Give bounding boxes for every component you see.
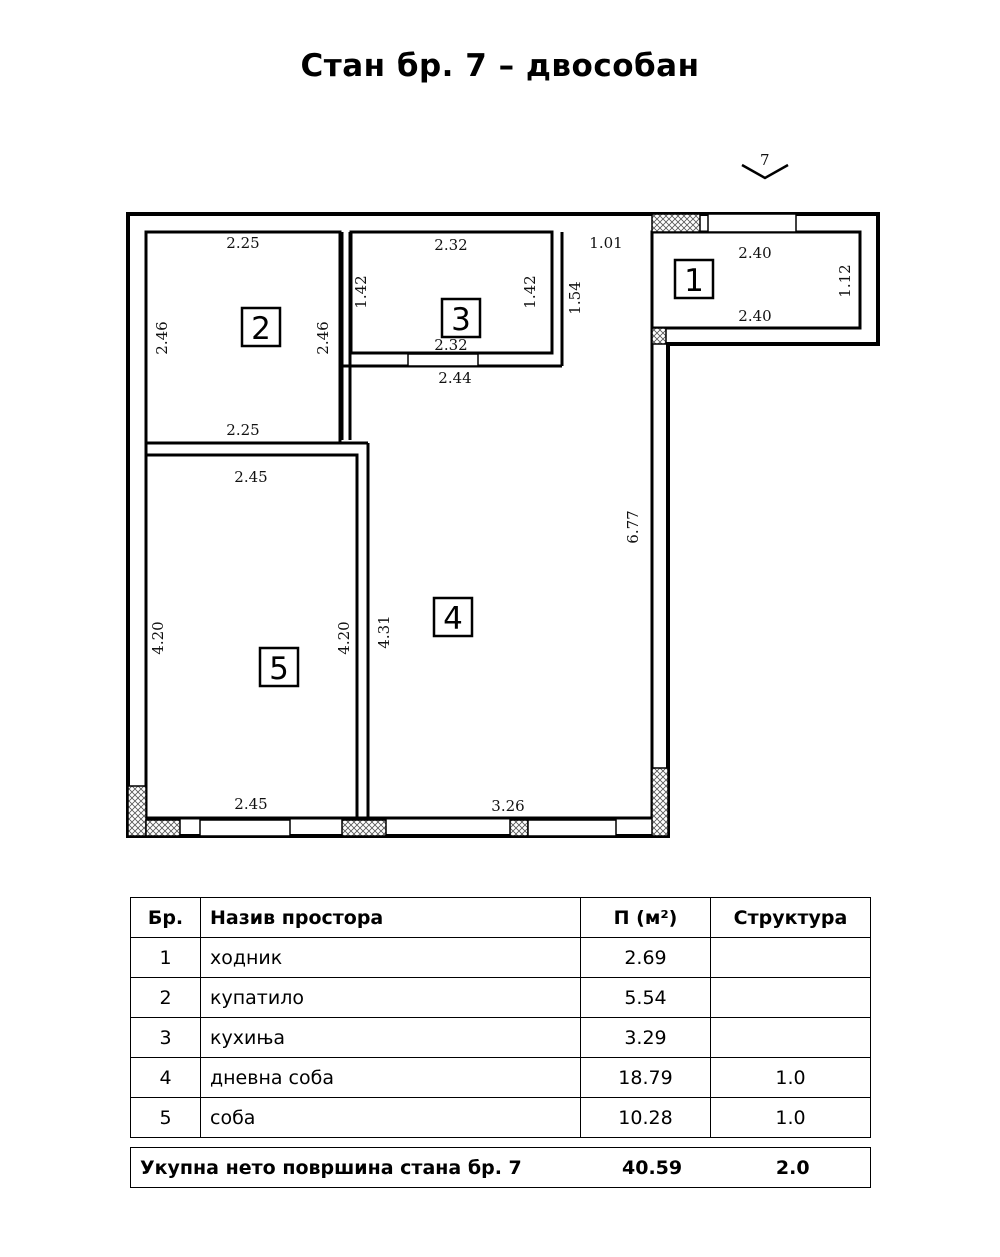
cell-no: 5 (131, 1098, 201, 1138)
svg-text:5: 5 (269, 651, 289, 687)
total-label: Укупна нето површина стана бр. 7 (131, 1148, 589, 1188)
total-structure: 2.0 (715, 1148, 870, 1188)
svg-text:3: 3 (451, 302, 471, 338)
cell-area: 10.28 (581, 1098, 711, 1138)
table-row (131, 978, 871, 1018)
table-row (131, 1018, 871, 1058)
dim-r3-outer: 1.54 (566, 281, 584, 315)
dim-r4-top: 1.01 (589, 234, 623, 252)
room-number-3 (442, 299, 480, 338)
section-marker-label: 7 (760, 151, 770, 169)
dim-r3-bottom: 2.32 (434, 336, 468, 354)
room-number-4 (434, 598, 472, 637)
table-header-row (131, 898, 871, 938)
section-marker (742, 151, 788, 178)
cell-structure: 1.0 (711, 1098, 871, 1138)
header-area: П (м²) (581, 898, 711, 938)
cell-name: кухиња (201, 1018, 581, 1058)
total-area: 40.59 (589, 1148, 716, 1188)
room-area-table (130, 897, 871, 1138)
table-row (131, 1058, 871, 1098)
svg-text:1: 1 (684, 263, 704, 299)
dim-r5-bottom: 2.45 (234, 795, 268, 813)
dim-r4-left: 4.31 (375, 615, 393, 649)
table-row (131, 938, 871, 978)
windows (200, 214, 796, 836)
cell-no: 1 (131, 938, 201, 978)
room-number-5 (260, 648, 298, 687)
cell-area: 3.29 (581, 1018, 711, 1058)
header-structure: Структура (711, 898, 871, 938)
dim-r2-left: 2.46 (153, 321, 171, 355)
dim-r4-right: 6.77 (624, 510, 642, 544)
cell-structure (711, 938, 871, 978)
dim-r3-top: 2.32 (434, 236, 468, 254)
header-name: Назив простора (201, 898, 581, 938)
floor-plan (92, 118, 908, 854)
svg-text:4: 4 (443, 601, 463, 637)
dim-r5-left: 4.20 (149, 621, 167, 655)
cell-structure (711, 978, 871, 1018)
room-number-1 (675, 260, 713, 299)
dim-r3-right: 1.42 (521, 275, 539, 309)
cell-area: 18.79 (581, 1058, 711, 1098)
cell-name: дневна соба (201, 1058, 581, 1098)
dim-r3-below: 2.44 (438, 369, 472, 387)
total-area-table (130, 1147, 871, 1188)
cell-structure (711, 1018, 871, 1058)
table-row (131, 1098, 871, 1138)
dim-r3-left: 1.42 (352, 275, 370, 309)
dim-r1-right: 1.12 (836, 264, 854, 298)
dim-r4-bottom: 3.26 (491, 797, 525, 815)
cell-structure: 1.0 (711, 1058, 871, 1098)
total-row (131, 1148, 871, 1188)
cell-no: 3 (131, 1018, 201, 1058)
page-title: Стан бр. 7 – двособан (300, 48, 700, 84)
cell-no: 4 (131, 1058, 201, 1098)
cell-name: купатило (201, 978, 581, 1018)
dim-r1-bottom: 2.40 (738, 307, 772, 325)
dim-r2-right: 2.46 (314, 321, 332, 355)
header-no: Бр. (131, 898, 201, 938)
cell-area: 2.69 (581, 938, 711, 978)
columns (128, 214, 700, 836)
cell-area: 5.54 (581, 978, 711, 1018)
dim-r5-right: 4.20 (335, 621, 353, 655)
cell-name: соба (201, 1098, 581, 1138)
dim-r2-bottom: 2.25 (226, 421, 260, 439)
svg-text:2: 2 (251, 311, 271, 347)
cell-name: ходник (201, 938, 581, 978)
cell-no: 2 (131, 978, 201, 1018)
room-number-2 (242, 308, 280, 347)
dim-r5-top: 2.45 (234, 468, 268, 486)
dim-r1-top: 2.40 (738, 244, 772, 262)
dim-r2-top: 2.25 (226, 234, 260, 252)
